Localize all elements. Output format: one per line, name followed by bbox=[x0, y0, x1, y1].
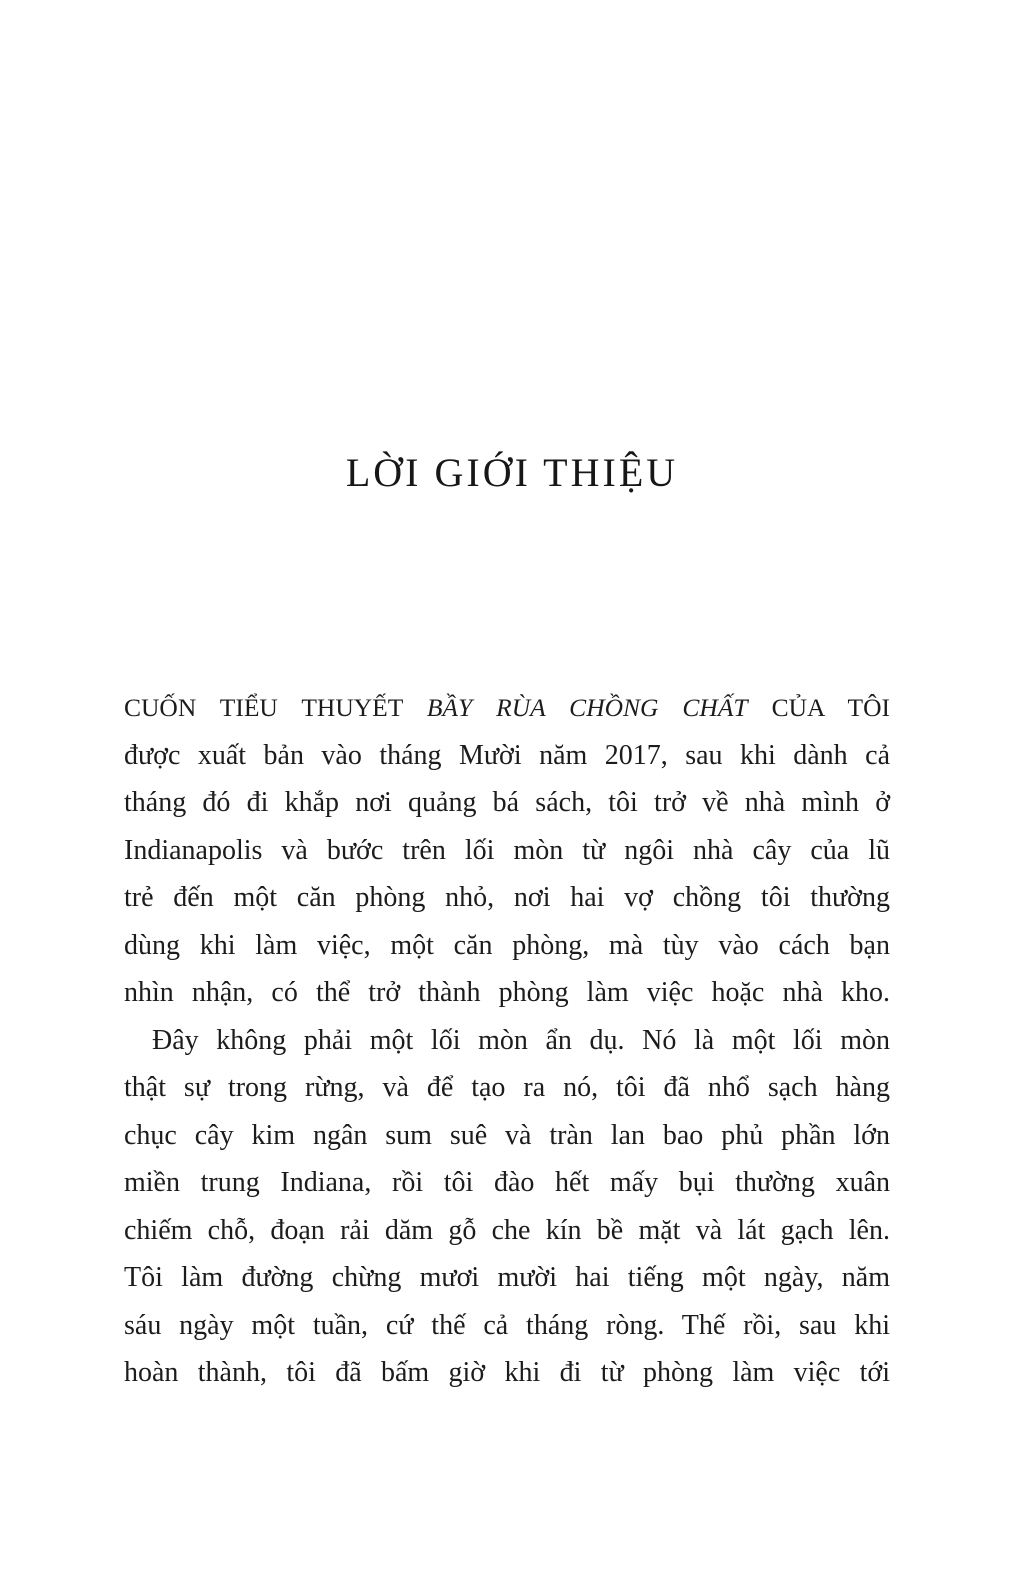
body-line: chiếm chỗ, đoạn rải dăm gỗ che kín bề mặt và lát gạch lên. bbox=[124, 1214, 890, 1246]
book-title-italic: BẦY RÙA CHỒNG CHẤT bbox=[426, 693, 748, 722]
body-line: dùng khi làm việc, một căn phòng, mà tùy vào cách bạn bbox=[124, 929, 890, 961]
body-line: trẻ đến một căn phòng nhỏ, nơi hai vợ chồng tôi thường bbox=[124, 882, 890, 913]
body-line: tháng đó đi khắp nơi quảng bá sách, tôi trở về nhà mình ở bbox=[124, 787, 890, 818]
body-line: thật sự trong rừng, và để tạo ra nó, tôi đã nhổ sạch hàng bbox=[124, 1072, 890, 1103]
body-text bbox=[124, 684, 890, 1397]
body-line: Tôi làm đường chừng mươi mười hai tiếng một ngày, năm bbox=[124, 1262, 890, 1293]
body-line: sáu ngày một tuần, cứ thế cả tháng ròng. Thế rồi, sau khi bbox=[124, 1309, 890, 1341]
chapter-title: LỜI GIỚI THIỆU bbox=[345, 450, 679, 495]
body-line: miền trung Indiana, rồi tôi đào hết mấy bụi thường xuân bbox=[124, 1167, 890, 1198]
body-line: nhìn nhận, có thể trở thành phòng làm việc hoặc nhà kho. bbox=[124, 977, 890, 1008]
opening-tail: CỦA TÔI bbox=[771, 693, 890, 722]
body-line: chục cây kim ngân sum suê và tràn lan bao phủ phần lớn bbox=[124, 1119, 890, 1151]
body-line: hoàn thành, tôi đã bấm giờ khi đi từ phòng làm việc tới bbox=[124, 1357, 890, 1388]
body-line-opening bbox=[124, 684, 890, 732]
body-line: Indianapolis và bước trên lối mòn từ ngôi nhà cây của lũ bbox=[124, 834, 890, 866]
body-line-paragraph-start: Đây không phải một lối mòn ẩn dụ. Nó là một lối mòn bbox=[152, 1024, 890, 1056]
opening-lead: CUỐN TIỂU THUYẾT bbox=[124, 693, 403, 722]
body-line: được xuất bản vào tháng Mười năm 2017, sau khi dành cả bbox=[124, 739, 890, 771]
